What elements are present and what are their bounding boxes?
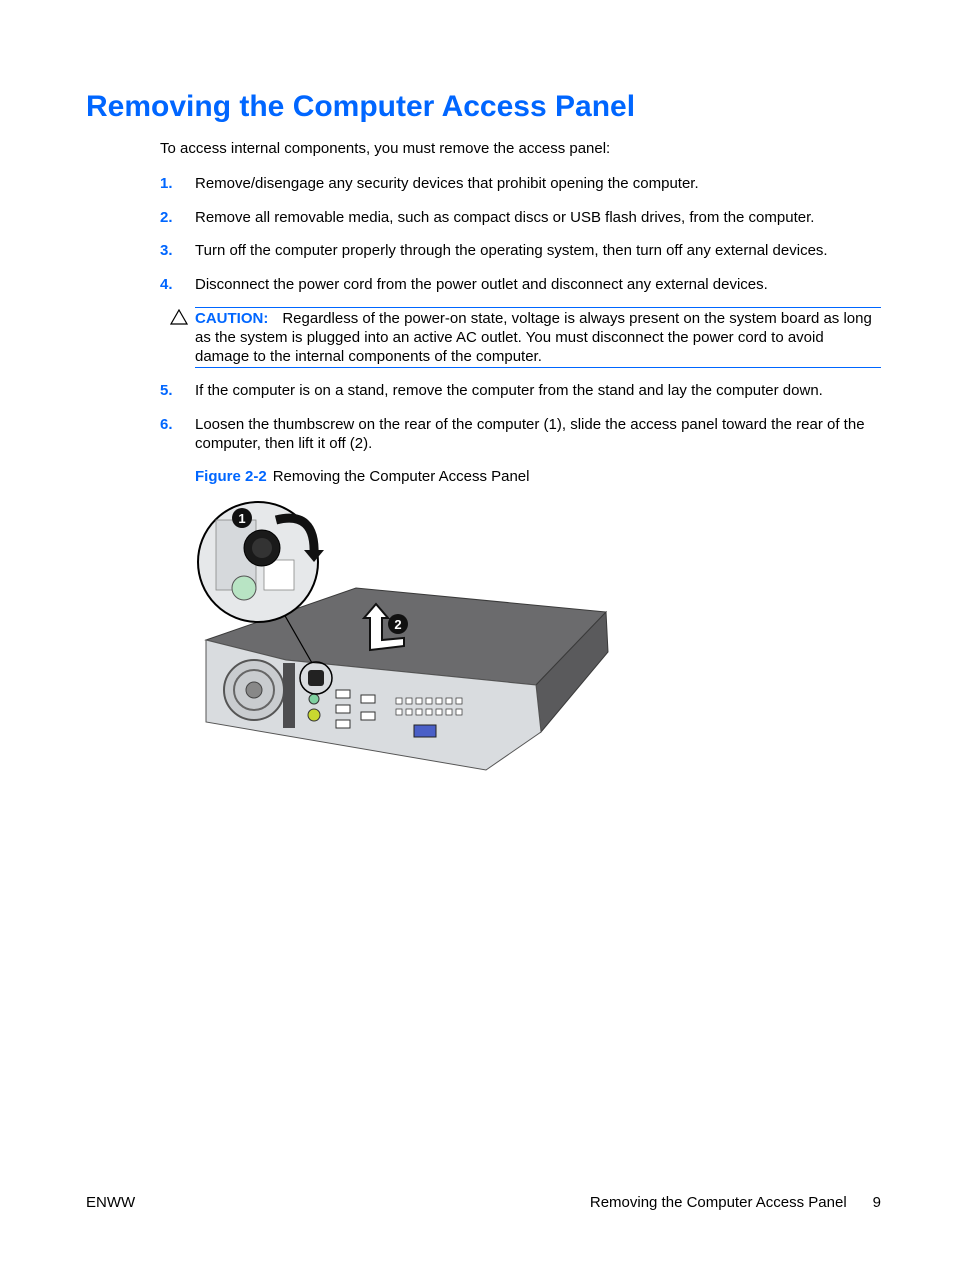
caution-note (195, 307, 881, 368)
caution-text: Regardless of the power-on state, voltage is always present on the system board as long as the system is plugged into an active AC outlet. You must disconnect the power cord to avoid damage to the internal components of the computer. (195, 310, 872, 365)
step-text: Loosen the thumbscrew on the rear of the computer (1), slide the access panel toward the rear of the computer, then lift it off (2). (195, 416, 865, 452)
step-number: 4. (160, 276, 173, 293)
step-text: Disconnect the power cord from the power outlet and disconnect any external devices. (195, 276, 768, 293)
intro-text: To access internal components, you must remove the access panel: (160, 140, 611, 157)
figure-caption-text: Removing the Computer Access Panel (272, 468, 530, 485)
figure-label: Figure 2-2 (195, 468, 267, 485)
footer-section-title: Removing the Computer Access Panel (589, 1194, 847, 1211)
computer-access-panel-illustration (196, 500, 616, 775)
footer-left: ENWW (86, 1194, 136, 1211)
caution-label: CAUTION: (195, 310, 269, 327)
footer-right (590, 1194, 881, 1211)
caution-triangle-icon (170, 309, 188, 325)
callout-1-label: 1 (238, 511, 246, 526)
step-number: 1. (160, 175, 173, 192)
step-number: 5. (160, 382, 173, 399)
page-number: 9 (872, 1194, 881, 1211)
step-number: 3. (160, 242, 173, 259)
step-text: Remove/disengage any security devices that prohibit opening the computer. (195, 175, 699, 192)
step-text: If the computer is on a stand, remove the computer from the stand and lay the computer down. (195, 382, 823, 399)
step-number: 6. (160, 416, 173, 433)
page-title: Removing the Computer Access Panel (86, 90, 636, 123)
figure-caption (195, 468, 529, 485)
step-text: Turn off the computer properly through the operating system, then turn off any external devices. (195, 242, 828, 259)
callout-2-label: 2 (394, 617, 402, 632)
step-text: Remove all removable media, such as compact discs or USB flash drives, from the computer. (195, 209, 815, 226)
step-number: 2. (160, 209, 173, 226)
